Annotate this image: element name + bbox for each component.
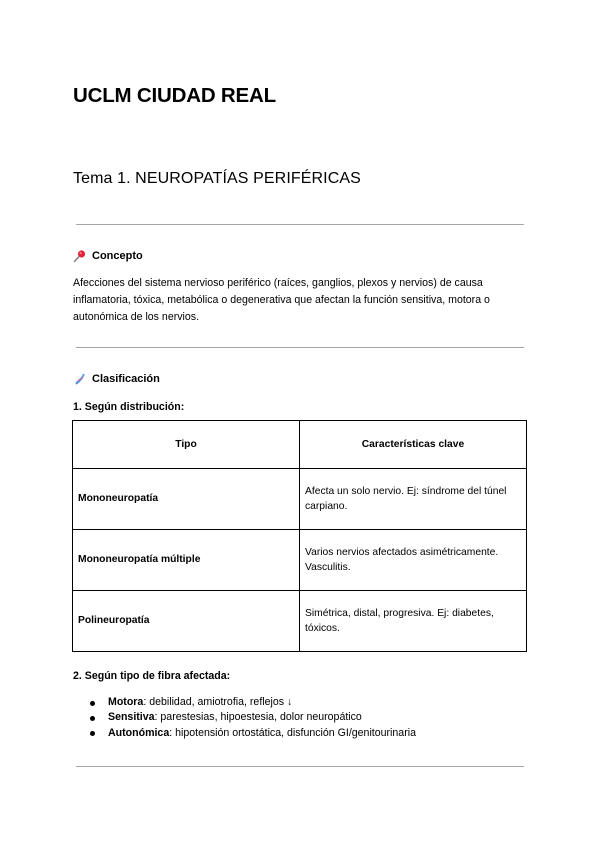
cell-tipo: Mononeuropatía (73, 469, 300, 530)
classification-heading-label: Clasificación (92, 373, 160, 385)
pushpin-icon (73, 249, 87, 263)
topic-title: Tema 1. NEUROPATÍAS PERIFÉRICAS (73, 170, 361, 187)
divider (76, 766, 524, 767)
table-row (73, 469, 527, 530)
concept-heading-label: Concepto (92, 250, 143, 262)
cell-tipo: Mononeuropatía múltiple (73, 530, 300, 591)
concept-text: Afecciones del sistema nervioso periférico (raíces, ganglios, plexos y nervios) de causa inflamatoria, tóxica, metabólica o degenerativa que afectan la función sensitiva, motora o autonómica de los nervios. (73, 277, 490, 324)
classification-heading (73, 372, 160, 386)
table-row (73, 530, 527, 591)
column-header-tipo: Tipo (73, 421, 300, 469)
fiber-term: Sensitiva (108, 711, 155, 724)
fiber-term: Autonómica (108, 726, 170, 739)
cell-caracteristicas: Afecta un solo nervio. Ej: síndrome del túnel carpiano. (300, 469, 527, 530)
dna-icon (73, 372, 87, 386)
cell-caracteristicas: Varios nervios afectados asimétricamente. Vasculitis. (300, 530, 527, 591)
list-item (73, 695, 416, 710)
cell-tipo: Polineuropatía (73, 591, 300, 652)
fiber-term: Motora (108, 696, 144, 708)
column-header-caracteristicas: Características clave (300, 421, 527, 469)
distribution-heading: 1. Según distribución: (73, 401, 185, 413)
cell-caracteristicas: Simétrica, distal, progresiva. Ej: diabetes, tóxicos. (300, 591, 527, 652)
table-header-row (73, 421, 527, 469)
fiber-desc: : hipotensión ortostática, disfunción GI/genitourinaria (169, 726, 416, 739)
fiber-desc: : debilidad, amiotrofia, reflejos ↓ (143, 696, 293, 708)
list-item (73, 726, 416, 741)
list-item (73, 710, 416, 725)
concept-heading (73, 249, 143, 263)
divider (76, 347, 524, 348)
divider (76, 224, 524, 225)
bullet-icon (90, 701, 95, 706)
institution-title: UCLM CIUDAD REAL (73, 84, 276, 107)
bullet-icon (90, 731, 95, 736)
fiber-list (73, 695, 416, 741)
fiber-heading: 2. Según tipo de fibra afectada: (73, 670, 231, 682)
distribution-table (72, 420, 527, 652)
fiber-desc: : parestesias, hipoestesia, dolor neuropático (154, 711, 362, 724)
bullet-icon (90, 716, 95, 721)
table-row (73, 591, 527, 652)
